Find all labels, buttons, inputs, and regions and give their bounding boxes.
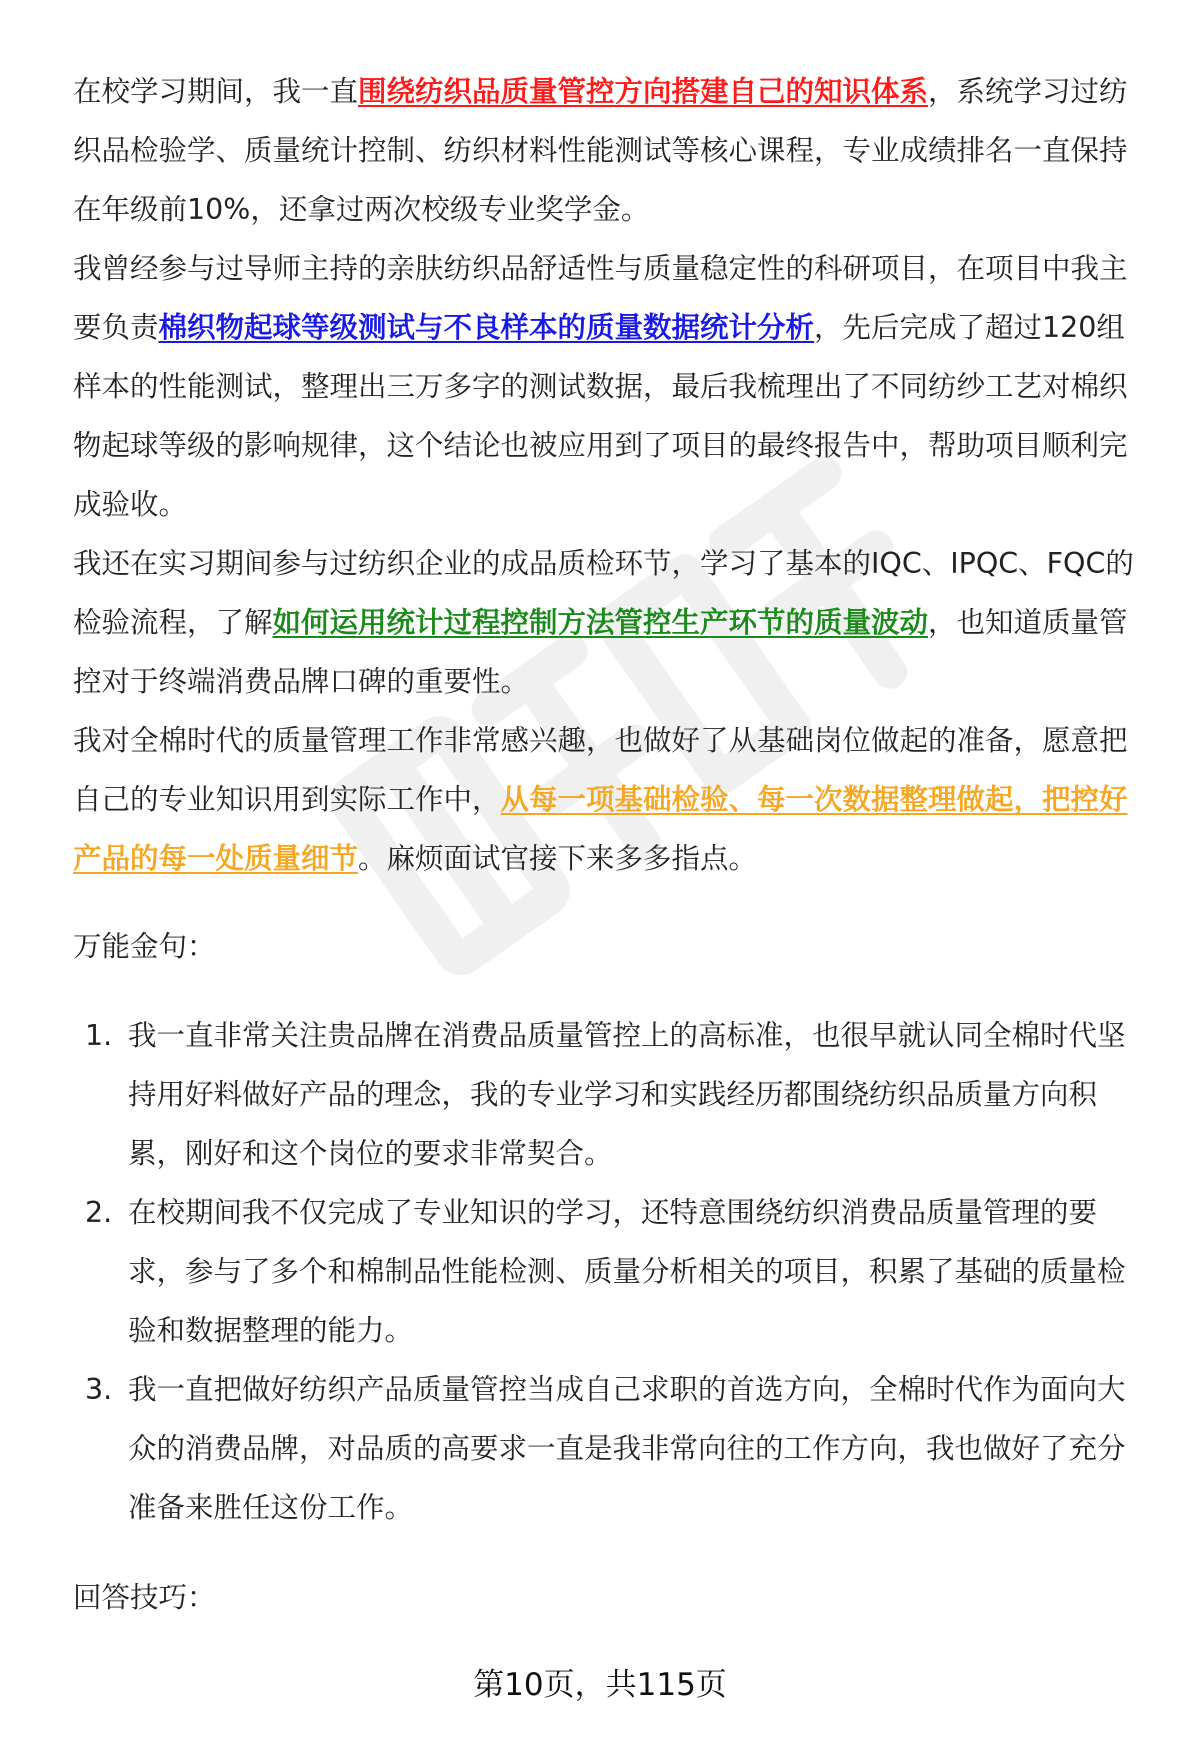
paragraph-closing [73,711,1148,888]
list-item [73,1006,1148,1183]
list-item-text: 在校期间我不仅完成了专业知识的学习，还特意围绕纺织消费品质量管理的要求，参与了多个和棉制品性能检测、质量分析相关的项目，积累了基础的质量检验和数据整理的能力。 [128,1196,1126,1347]
paragraph-text: 我还在实习期间参与过纺织企业的成品质检环节，学习了基本的IQC、IPQC、FQC的检验流程，了解 [73,547,1134,639]
paragraph-study [73,62,1148,239]
paragraph-text: 。麻烦面试官接下来多多指点。 [358,842,758,875]
document-body [73,62,1148,1627]
paragraph-text: ，也知道质量管控对于终端消费品牌口碑的重要性。 [73,606,1128,698]
paragraph-text: 我对全棉时代的质量管理工作非常感兴趣，也做好了从基础岗位做起的准备，愿意把自己的专业知识用到实际工作中， [73,724,1128,816]
page-number: 第10页，共115页 [473,1667,727,1703]
list-item [73,1183,1148,1360]
section-heading-answer-tips: 回答技巧： [73,1581,216,1614]
list-item-text: 我一直非常关注贵品牌在消费品质量管控上的高标准，也很早就认同全棉时代坚持用好料做好产品的理念，我的专业学习和实践经历都围绕纺织品质量方向积累，刚好和这个岗位的要求非常契合。 [128,1019,1126,1170]
paragraph-text: 我曾经参与过导师主持的亲肤纺织品舒适性与质量稳定性的科研项目，在项目中我主要负责 [73,252,1128,344]
paragraph-text: 在校学习期间，我一直 [73,75,359,108]
paragraph-text: ，系统学习过纺织品检验学、质量统计控制、纺织材料性能测试等核心课程，专业成绩排名一直保持在年级前10%，还拿过两次校级专业奖学金。 [73,75,1128,226]
highlight-text: 棉织物起球等级测试与不良样本的质量数据统计分析 [158,311,815,344]
list-number: 2. [85,1196,113,1229]
highlight-text: 围绕纺织品质量管控方向搭建自己的知识体系 [358,75,929,108]
paragraph-research [73,239,1148,534]
list-item-text: 我一直把做好纺织产品质量管控当成自己求职的首选方向，全棉时代作为面向大众的消费品牌，对品质的高要求一直是我非常向往的工作方向，我也做好了充分准备来胜任这份工作。 [128,1373,1126,1524]
section-heading-golden-sentences: 万能金句： [73,930,216,963]
list-number: 3. [85,1373,113,1406]
paragraph-internship [73,534,1148,711]
golden-sentence-list [73,1006,1148,1537]
highlight-text: 如何运用统计过程控制方法管控生产环节的质量波动 [272,606,929,639]
list-item [73,1360,1148,1537]
highlight-text: 从每一项基础检验、每一次数据整理做起，把控好产品的每一处质量细节 [73,783,1128,875]
paragraph-text: ，先后完成了超过120组样本的性能测试，整理出三万多字的测试数据，最后我梳理出了不同纺纱工艺对棉织物起球等级的影响规律，这个结论也被应用到了项目的最终报告中，帮助项目顺利完成验收。 [73,311,1128,521]
list-number: 1. [85,1019,113,1052]
